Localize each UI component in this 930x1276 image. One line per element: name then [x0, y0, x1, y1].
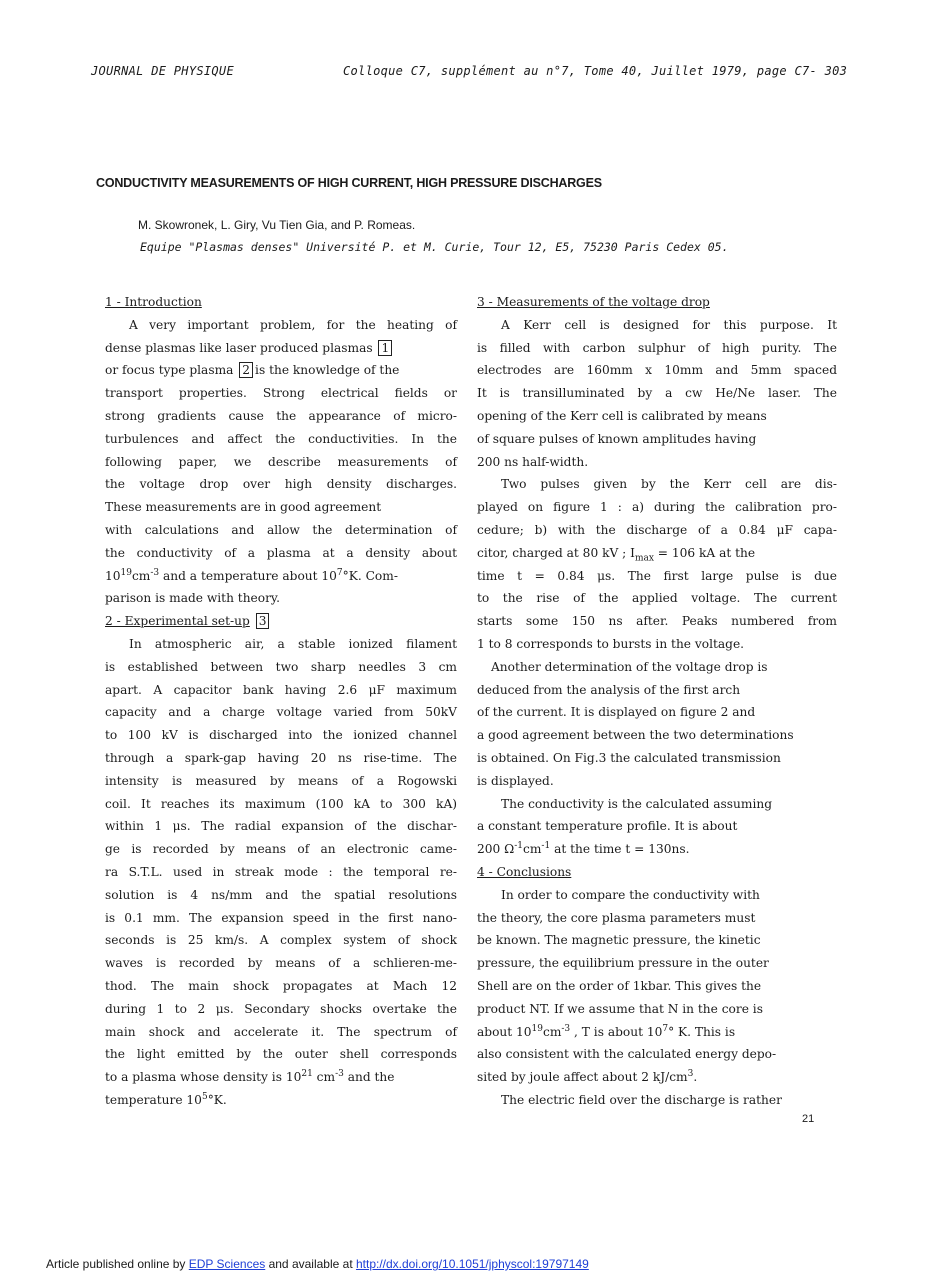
text-line: 1 to 8 corresponds to bursts in the voltage. [477, 636, 745, 651]
text-line: deduced from the analysis of the first arch [477, 682, 741, 697]
text-line: also consistent with the calculated energy depo- [477, 1047, 777, 1062]
text-line: played on figure 1 : a) during the calibration pro- [477, 500, 837, 515]
text-line: is filled with carbon sulphur of high purity. The [477, 340, 837, 355]
text-line: These measurements are in good agreement [105, 500, 382, 515]
text-line: apart. A capacitor bank having 2.6 μF maximum [105, 682, 457, 697]
text-line: sited by joule affect about 2 $kJ/cm^3$. [477, 1069, 698, 1085]
text-line: within 1 μs. The radial expansion of the dischar- [105, 819, 457, 834]
text-line: or focus type plasma 2 is the knowledge of the [105, 363, 400, 378]
text-line: electrodes are 160mm x 10mm and 5mm spaced [477, 363, 837, 378]
text-line: ra S.T.L. used in streak mode : the temporal re- [105, 864, 457, 879]
text-line: to 100 kV is discharged into the ionized channel [105, 728, 457, 743]
affiliation: Equipe "Plasmas denses" Université P. et M. Curie, Tour 12, E5, 75230 Paris Cedex 05. [140, 240, 729, 254]
section-heading-voltage-drop: 3 - Measurements of the voltage drop [477, 295, 710, 309]
text-line: time t = 0.84 μs. The first large pulse is due [477, 568, 837, 583]
text-line: $10^{19}cm^{-3}$ and a temperature about $10^7^\circ K$. Com- [105, 567, 398, 583]
text-line: about $10^{19}cm^{-3}$ , T is about $10^7^\circ$ K. This is [477, 1023, 736, 1039]
text-line: a good agreement between the two determinations [477, 728, 794, 743]
text-line: to the rise of the applied voltage. The current [477, 591, 837, 606]
text-line: waves is recorded by means of a schlieren-me- [105, 956, 457, 971]
text-line: the conductivity of a plasma at a density about [105, 545, 457, 560]
text-line: product NT. If we assume that N in the core is [477, 1001, 763, 1016]
section-heading-setup: 2 - Experimental set-up 3 [105, 610, 457, 633]
reference-marker: 2 [239, 362, 253, 378]
text-line: capacity and a charge voltage varied from 50kV [105, 705, 457, 720]
text-line: pressure, the equilibrium pressure in the outer [477, 956, 769, 971]
text-line: is established between two sharp needles 3 cm [105, 659, 457, 674]
paper-title: CONDUCTIVITY MEASUREMENTS OF HIGH CURRENT, HIGH PRESSURE DISCHARGES [96, 176, 602, 190]
text-line: solution is 4 ns/mm and the spatial resolutions [105, 887, 457, 902]
section-heading-introduction: 1 - Introduction [105, 295, 202, 309]
right-column [477, 291, 837, 1112]
text-line: of square pulses of known amplitudes having [477, 431, 757, 446]
text-line: the light emitted by the outer shell corresponds [105, 1047, 457, 1062]
text-line: coil. It reaches its maximum (100 kA to 300 kA) [105, 796, 457, 811]
text-line: transport properties. Strong electrical fields or [105, 386, 457, 401]
text-line: is displayed. [477, 773, 554, 788]
text-line: Two pulses given by the Kerr cell are dis- [501, 477, 837, 492]
section-heading-conclusions: 4 - Conclusions [477, 864, 572, 879]
text-line: through a spark-gap having 20 ns rise-time. The [105, 750, 457, 765]
text-line: the theory, the core plasma parameters must [477, 910, 756, 925]
reference-marker: 3 [256, 613, 270, 629]
text-line: 200 ns half-width. [477, 454, 589, 469]
footer-mid: and available at [265, 1257, 356, 1271]
text-line: with calculations and allow the determination of [105, 522, 457, 537]
text-line: starts some 150 ns after. Peaks numbered from [477, 614, 837, 629]
text-line: 200 $\Omega^{-1}cm^{-1}$ at the time t = 130ns. [477, 841, 690, 857]
running-header-journal: JOURNAL DE PHYSIQUE [91, 64, 234, 78]
doi-link[interactable]: http://dx.doi.org/10.1051/jphyscol:19797149 [355, 1257, 589, 1271]
text-line: parison is made with theory. [105, 591, 281, 606]
text-line: The conductivity is the calculated assuming [501, 796, 772, 811]
text-line: It is transilluminated by a cw He/Ne laser. The [477, 386, 837, 401]
text-line: be known. The magnetic pressure, the kinetic [477, 933, 761, 948]
running-header-colloque: Colloque C7, supplément au n°7, Tome 40, Juillet 1979, page C7- 303 [343, 64, 848, 78]
text-line: intensity is measured by means of a Rogowski [105, 773, 457, 788]
page-number: 21 [802, 1113, 815, 1125]
text-line: A very important problem, for the heating of [129, 317, 457, 332]
text-line: turbulences and affect the conductivities. In the [105, 431, 457, 446]
text-line: citor, charged at 80 kV ; $I_{max} = 106$ kA at the [477, 545, 756, 564]
text-line: temperature $10^5^\circ K$. [105, 1091, 227, 1107]
text-line: thod. The main shock propagates at Mach 12 [105, 978, 457, 993]
text-line: opening of the Kerr cell is calibrated by means [477, 408, 767, 423]
text-line: seconds is 25 km/s. A complex system of shock [105, 933, 457, 948]
text-line: strong gradients cause the appearance of micro- [105, 408, 457, 423]
text-line: is obtained. On Fig.3 the calculated transmission [477, 750, 781, 765]
edp-sciences-link[interactable]: EDP Sciences [188, 1257, 266, 1271]
text-line: In atmospheric air, a stable ionized filament [129, 636, 457, 651]
text-line: In order to compare the conductivity with [501, 887, 760, 902]
text-line: Another determination of the voltage drop is [491, 659, 768, 674]
text-line: cedure; b) with the discharge of a 0.84 μF capa- [477, 522, 837, 537]
text-line: A Kerr cell is designed for this purpose. It [501, 317, 837, 332]
publication-footer [46, 1257, 589, 1271]
text-line: is 0.1 mm. The expansion speed in the first nano- [105, 910, 457, 925]
text-line: a constant temperature profile. It is about [477, 819, 738, 834]
text-line: The electric field over the discharge is rather [501, 1092, 782, 1107]
text-line: dense plasmas like laser produced plasmas 1 [105, 337, 457, 360]
text-line: of the current. It is displayed on figure 2 and [477, 705, 756, 720]
text-line: main shock and accelerate it. The spectrum of [105, 1024, 457, 1039]
text-line: Shell are on the order of 1kbar. This gives the [477, 978, 762, 993]
text-line: ge is recorded by means of an electronic came- [105, 842, 457, 857]
text-line: during 1 to 2 μs. Secondary shocks overtake the [105, 1001, 457, 1016]
text-line: following paper, we describe measurements of [105, 454, 457, 469]
footer-prefix: Article published online by [46, 1257, 189, 1271]
reference-marker: 1 [378, 340, 392, 356]
author-list: M. Skowronek, L. Giry, Vu Tien Gia, and P. Romeas. [138, 218, 416, 232]
text-line: the voltage drop over high density discharges. [105, 477, 457, 492]
text-line: to a plasma whose density is $10^{21}$ $cm^{-3}$ and the [105, 1069, 395, 1085]
left-column [105, 291, 457, 1112]
